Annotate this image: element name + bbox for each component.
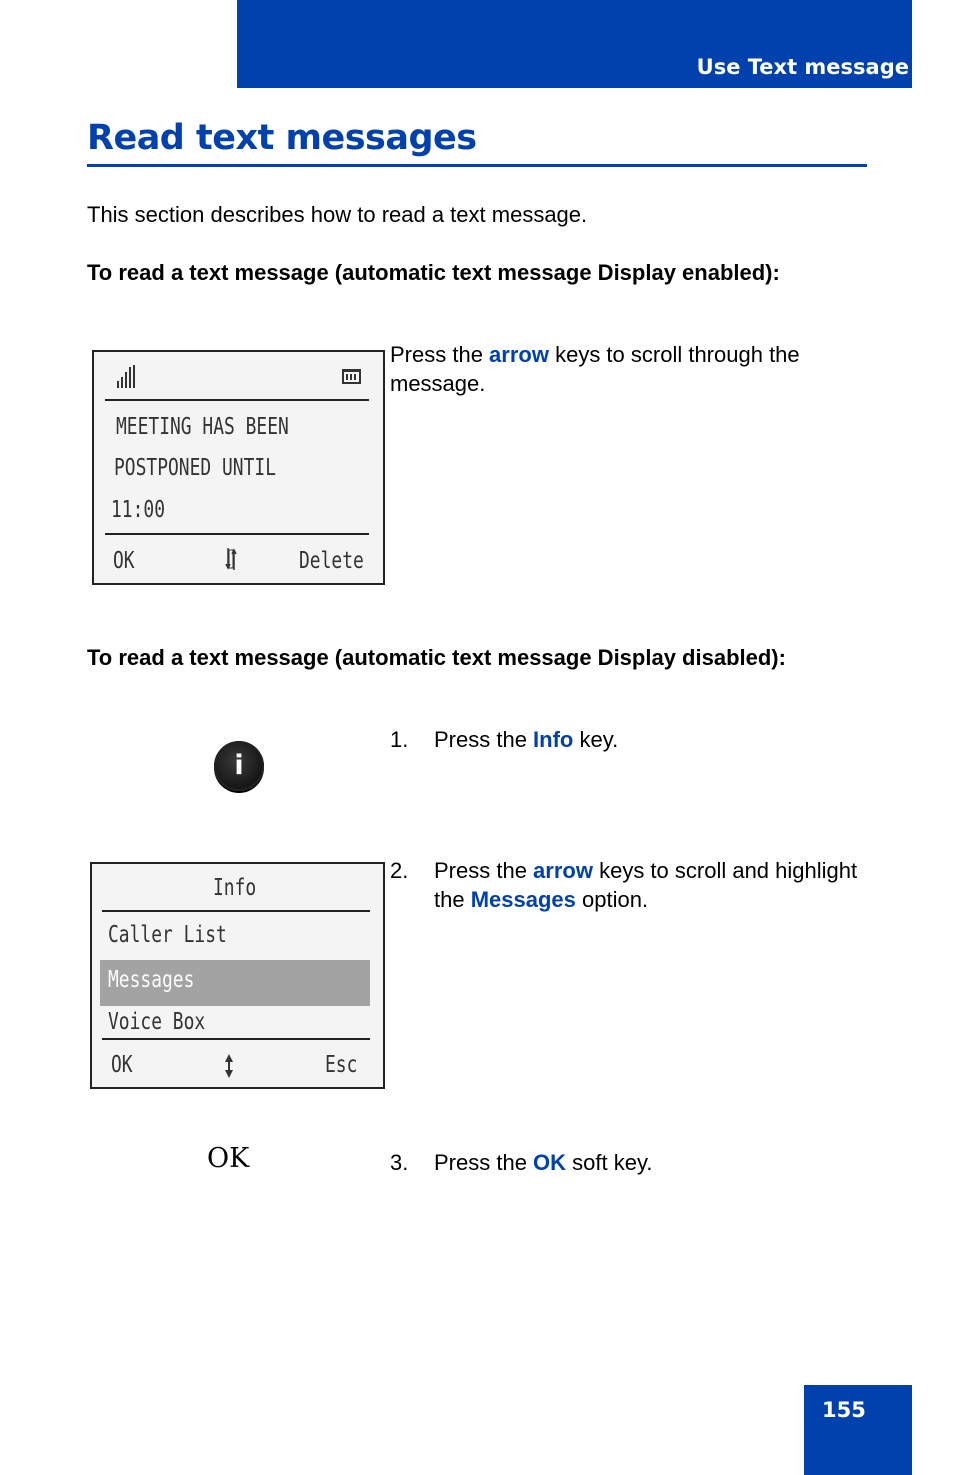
status-divider <box>105 399 369 401</box>
info-menu-screen <box>90 862 385 1089</box>
section-title: Use Text message <box>696 55 909 79</box>
menu-title-divider <box>102 910 370 912</box>
menu-title: Info <box>213 875 257 901</box>
step-2: 2. Press the arrow keys to scroll and highlight the Messages option. <box>390 858 858 912</box>
page-number: 155 <box>822 1398 866 1422</box>
battery-icon <box>342 369 362 385</box>
signal-strength-icon <box>116 364 136 390</box>
message-line-3: 11:00 <box>111 497 166 523</box>
step-3: 3. Press the OK soft key. <box>390 1150 653 1175</box>
message-line-2: POSTPONED UNTIL <box>114 455 277 481</box>
procedure-enabled-heading: To read a text message (automatic text message Display enabled): <box>87 260 780 285</box>
scroll-arrows-icon <box>225 546 239 572</box>
scroll-description: Press the arrow keys to scroll through the message. <box>390 342 800 396</box>
procedure-disabled-heading: To read a text message (automatic text message Display disabled): <box>87 645 786 670</box>
page-title: Read text messages <box>87 118 477 158</box>
info-key-icon: i <box>214 741 264 791</box>
intro-text: This section describes how to read a text message. <box>87 202 588 227</box>
menu-item-messages[interactable]: Messages <box>108 967 195 993</box>
up-down-arrow-icon <box>224 1054 234 1078</box>
ok-softkey[interactable]: OK <box>113 548 135 574</box>
ok-softkey-label: OK <box>207 1143 250 1174</box>
menu-ok-softkey[interactable]: OK <box>111 1052 133 1078</box>
menu-item-caller-list[interactable]: Caller List <box>108 922 227 948</box>
softkey-divider <box>105 533 369 535</box>
menu-softkey-divider <box>102 1038 370 1040</box>
title-rule <box>87 164 867 167</box>
message-display-screen <box>92 350 385 585</box>
menu-item-voice-box[interactable]: Voice Box <box>108 1009 206 1035</box>
menu-esc-softkey[interactable]: Esc <box>325 1052 358 1078</box>
message-line-1: MEETING HAS BEEN <box>116 414 289 440</box>
step-1: 1. Press the Info key. <box>390 727 619 752</box>
delete-softkey[interactable]: Delete <box>299 548 364 574</box>
